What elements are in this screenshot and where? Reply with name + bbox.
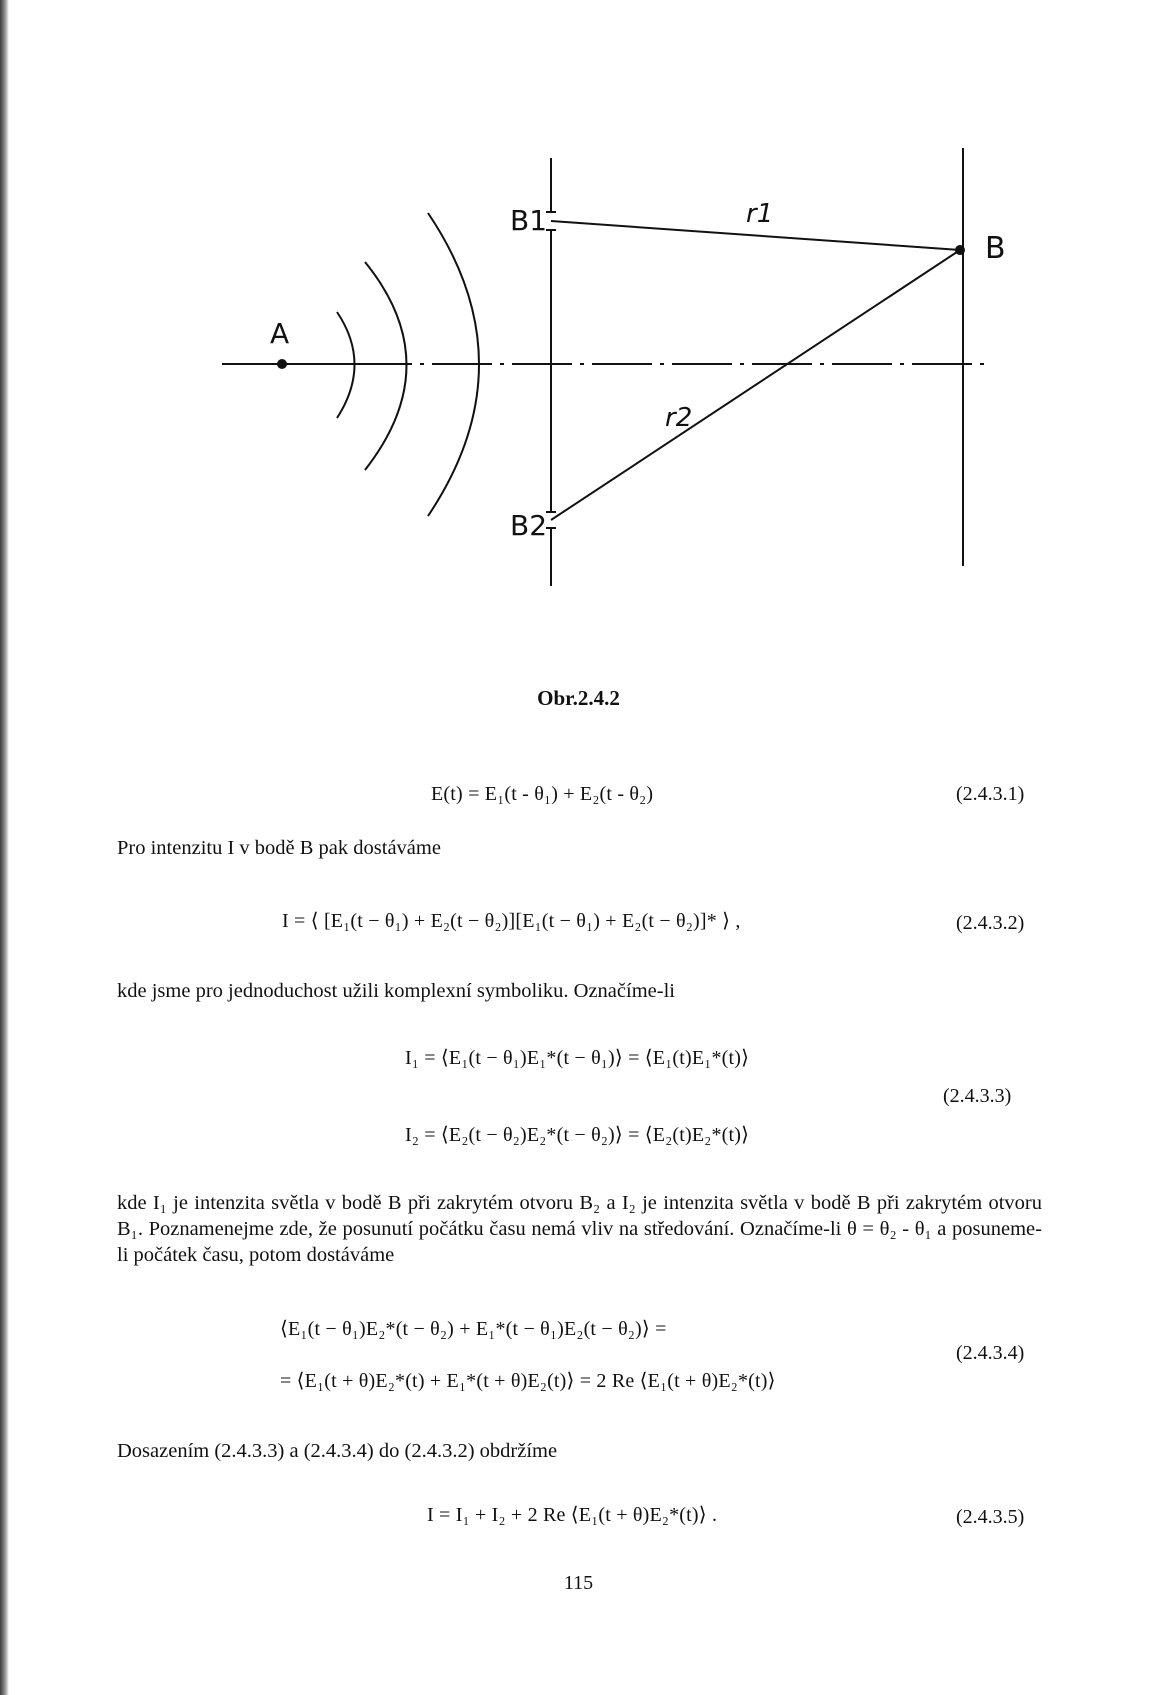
label-b2: B2 — [510, 509, 548, 542]
page-number: 115 — [563, 1572, 594, 1594]
label-b1: B1 — [510, 204, 548, 237]
point-b — [955, 245, 965, 255]
equation-number: (2.4.3.3) — [943, 1085, 1012, 1107]
paragraph: Pro intenzitu I v bodě B pak dostáváme — [117, 837, 441, 859]
label-b: B — [985, 231, 1006, 266]
equation-2-4-3-3b: I₂ = ⟨E₂(t − θ₂)E₂*(t − θ₂)⟩ = ⟨E₂(t)E₂*(t)⟩ — [405, 1124, 750, 1146]
equation-2-4-3-3a: I₁ = ⟨E₁(t − θ₁)E₁*(t − θ₁)⟩ = ⟨E₁(t)E₁*(t)⟩ — [405, 1047, 750, 1069]
equation-2-4-3-4a: ⟨E₁(t − θ₁)E₂*(t − θ₂) + E₁*(t − θ₁)E₂(t − θ₂)⟩ = — [280, 1318, 667, 1340]
equation-2-4-3-4b: = ⟨E₁(t + θ)E₂*(t) + E₁*(t + θ)E₂(t)⟩ = 2 Re ⟨E₁(t + θ)E₂*(t)⟩ — [280, 1370, 776, 1392]
figure-caption: Obr.2.4.2 — [537, 686, 620, 710]
label-r1: r1 — [746, 199, 774, 229]
paragraph: Dosazením (2.4.3.3) a (2.4.3.4) do (2.4.3.2) obdržíme — [117, 1440, 558, 1462]
double-slit-diagram — [0, 0, 1157, 640]
wavefront-2 — [365, 262, 407, 470]
equation-2-4-3-5: I = I₁ + I₂ + 2 Re ⟨E₁(t + θ)E₂*(t)⟩ . — [427, 1504, 718, 1526]
equation-number: (2.4.3.4) — [956, 1342, 1025, 1364]
label-r2: r2 — [665, 403, 693, 433]
equation-number: (2.4.3.2) — [956, 912, 1025, 934]
label-a: A — [270, 317, 290, 350]
paragraph: kde jsme pro jednoduchost užili komplexní symboliku. Označíme-li — [117, 980, 675, 1002]
equation-2-4-3-2: I = ⟨ [E₁(t − θ₁) + E₂(t − θ₂)][E₁(t − θ₁) + E₂(t − θ₂)]* ⟩ , — [282, 910, 741, 932]
equation-number: (2.4.3.1) — [956, 783, 1025, 805]
equation-number: (2.4.3.5) — [956, 1506, 1025, 1528]
ray-r2 — [551, 250, 960, 520]
source-point-a — [277, 359, 287, 369]
paragraph: kde I₁ je intenzita světla v bodě B při zakrytém otvoru B₂ a I₂ je intenzita světla v bodě B při zakrytém otvoru B₁. Poznamenejme zde, že posunutí počátku času nemá vliv na středování. Označíme-li θ = θ₂ - θ₁ a posuneme-li počátek času, potom dostáváme — [117, 1192, 1042, 1266]
equation-2-4-3-1: E(t) = E₁(t - θ₁) + E₂(t - θ₂) — [431, 783, 654, 805]
